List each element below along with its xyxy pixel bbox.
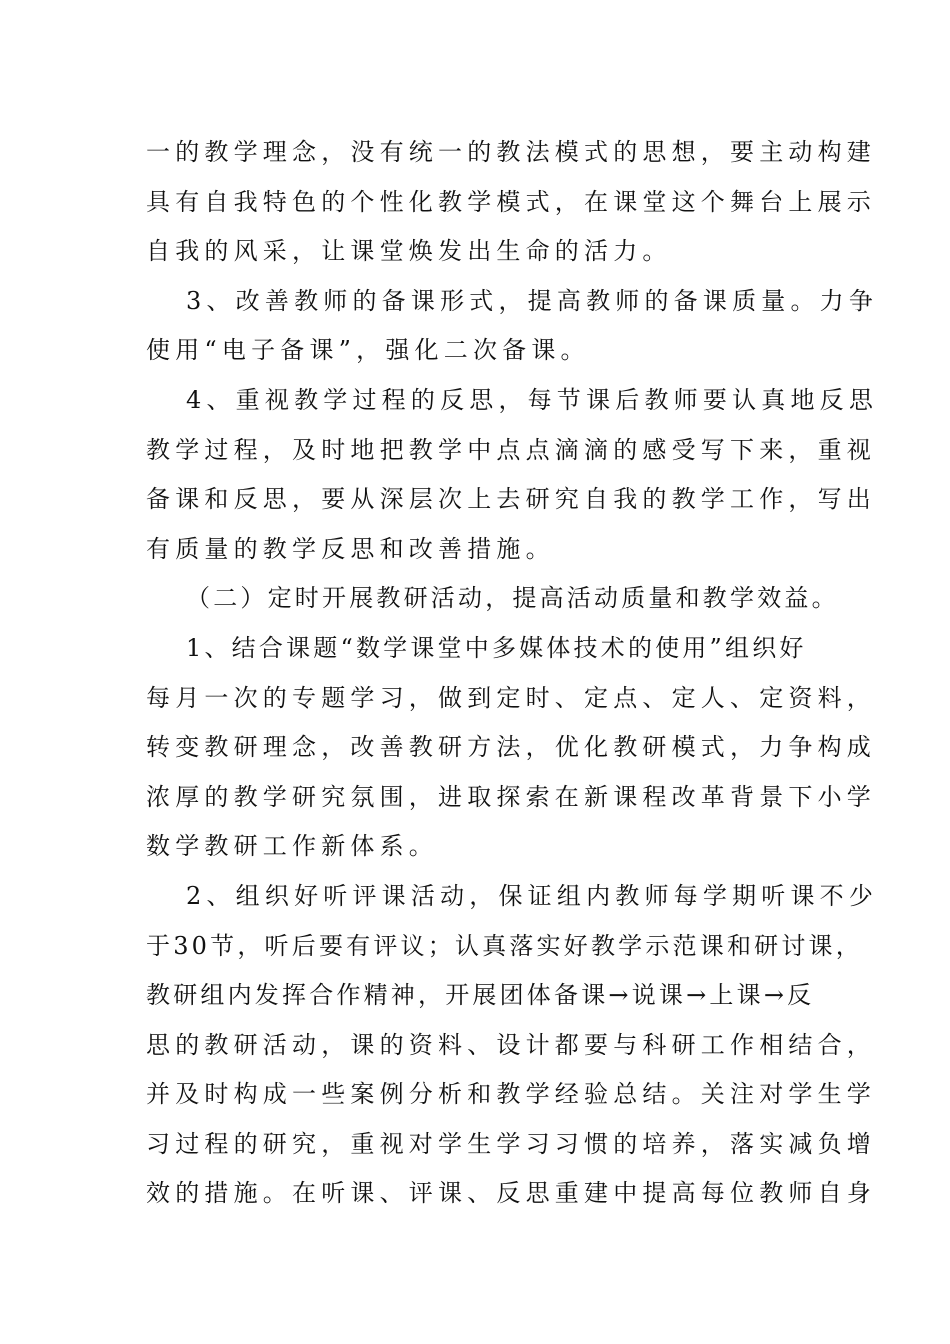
text-line: 备课和反思，要从深层次上去研究自我的教学工作，写出 [146,485,876,514]
text-line: 3、改善教师的备课形式，提高教师的备课质量。力争 [186,286,879,315]
text-line: 教学过程，及时地把教学中点点滴滴的感受写下来，重视 [146,435,876,464]
text-line: 具有自我特色的个性化教学模式，在课堂这个舞台上展示 [146,187,876,216]
text-line: 每月一次的专题学习，做到定时、定点、定人、定资料， [146,683,876,712]
text-line: 并及时构成一些案例分析和教学经验总结。关注对学生学 [146,1080,876,1109]
text-line: 使用“电子备课”，强化二次备课。 [146,336,590,365]
text-line: 教研组内发挥合作精神，开展团体备课→说课→上课→反 [146,981,815,1010]
text-line: 1、结合课题“数学课堂中多媒体技术的使用”组织好 [186,633,807,662]
text-line: 效的措施。在听课、评课、反思重建中提高每位教师自身 [146,1179,876,1208]
text-line: 自我的风采，让课堂焕发出生命的活力。 [146,237,672,266]
text-line: 2、组织好听评课活动，保证组内教师每学期听课不少 [186,881,879,910]
text-line: 数学教研工作新体系。 [146,832,438,861]
text-line: 4、重视教学过程的反思，每节课后教师要认真地反思 [186,385,879,414]
text-line: 有质量的教学反思和改善措施。 [146,534,555,563]
section-heading: （二）定时开展教研活动，提高活动质量和教学效益。 [186,584,839,613]
text-line: 转变教研理念，改善教研方法，优化教研模式，力争构成 [146,733,876,762]
text-line: 习过程的研究，重视对学生学习习惯的培养，落实减负增 [146,1129,876,1158]
text-line: 一的教学理念，没有统一的教法模式的思想，要主动构建 [146,138,876,166]
text-line: 思的教研活动，课的资料、设计都要与科研工作相结合， [146,1030,876,1059]
text-line: 浓厚的教学研究氛围，进取探索在新课程改革背景下小学 [146,782,876,811]
body-text [146,128,879,1219]
text-line: 于30节，听后要有评议；认真落实好教学示范课和研讨课， [146,931,863,960]
